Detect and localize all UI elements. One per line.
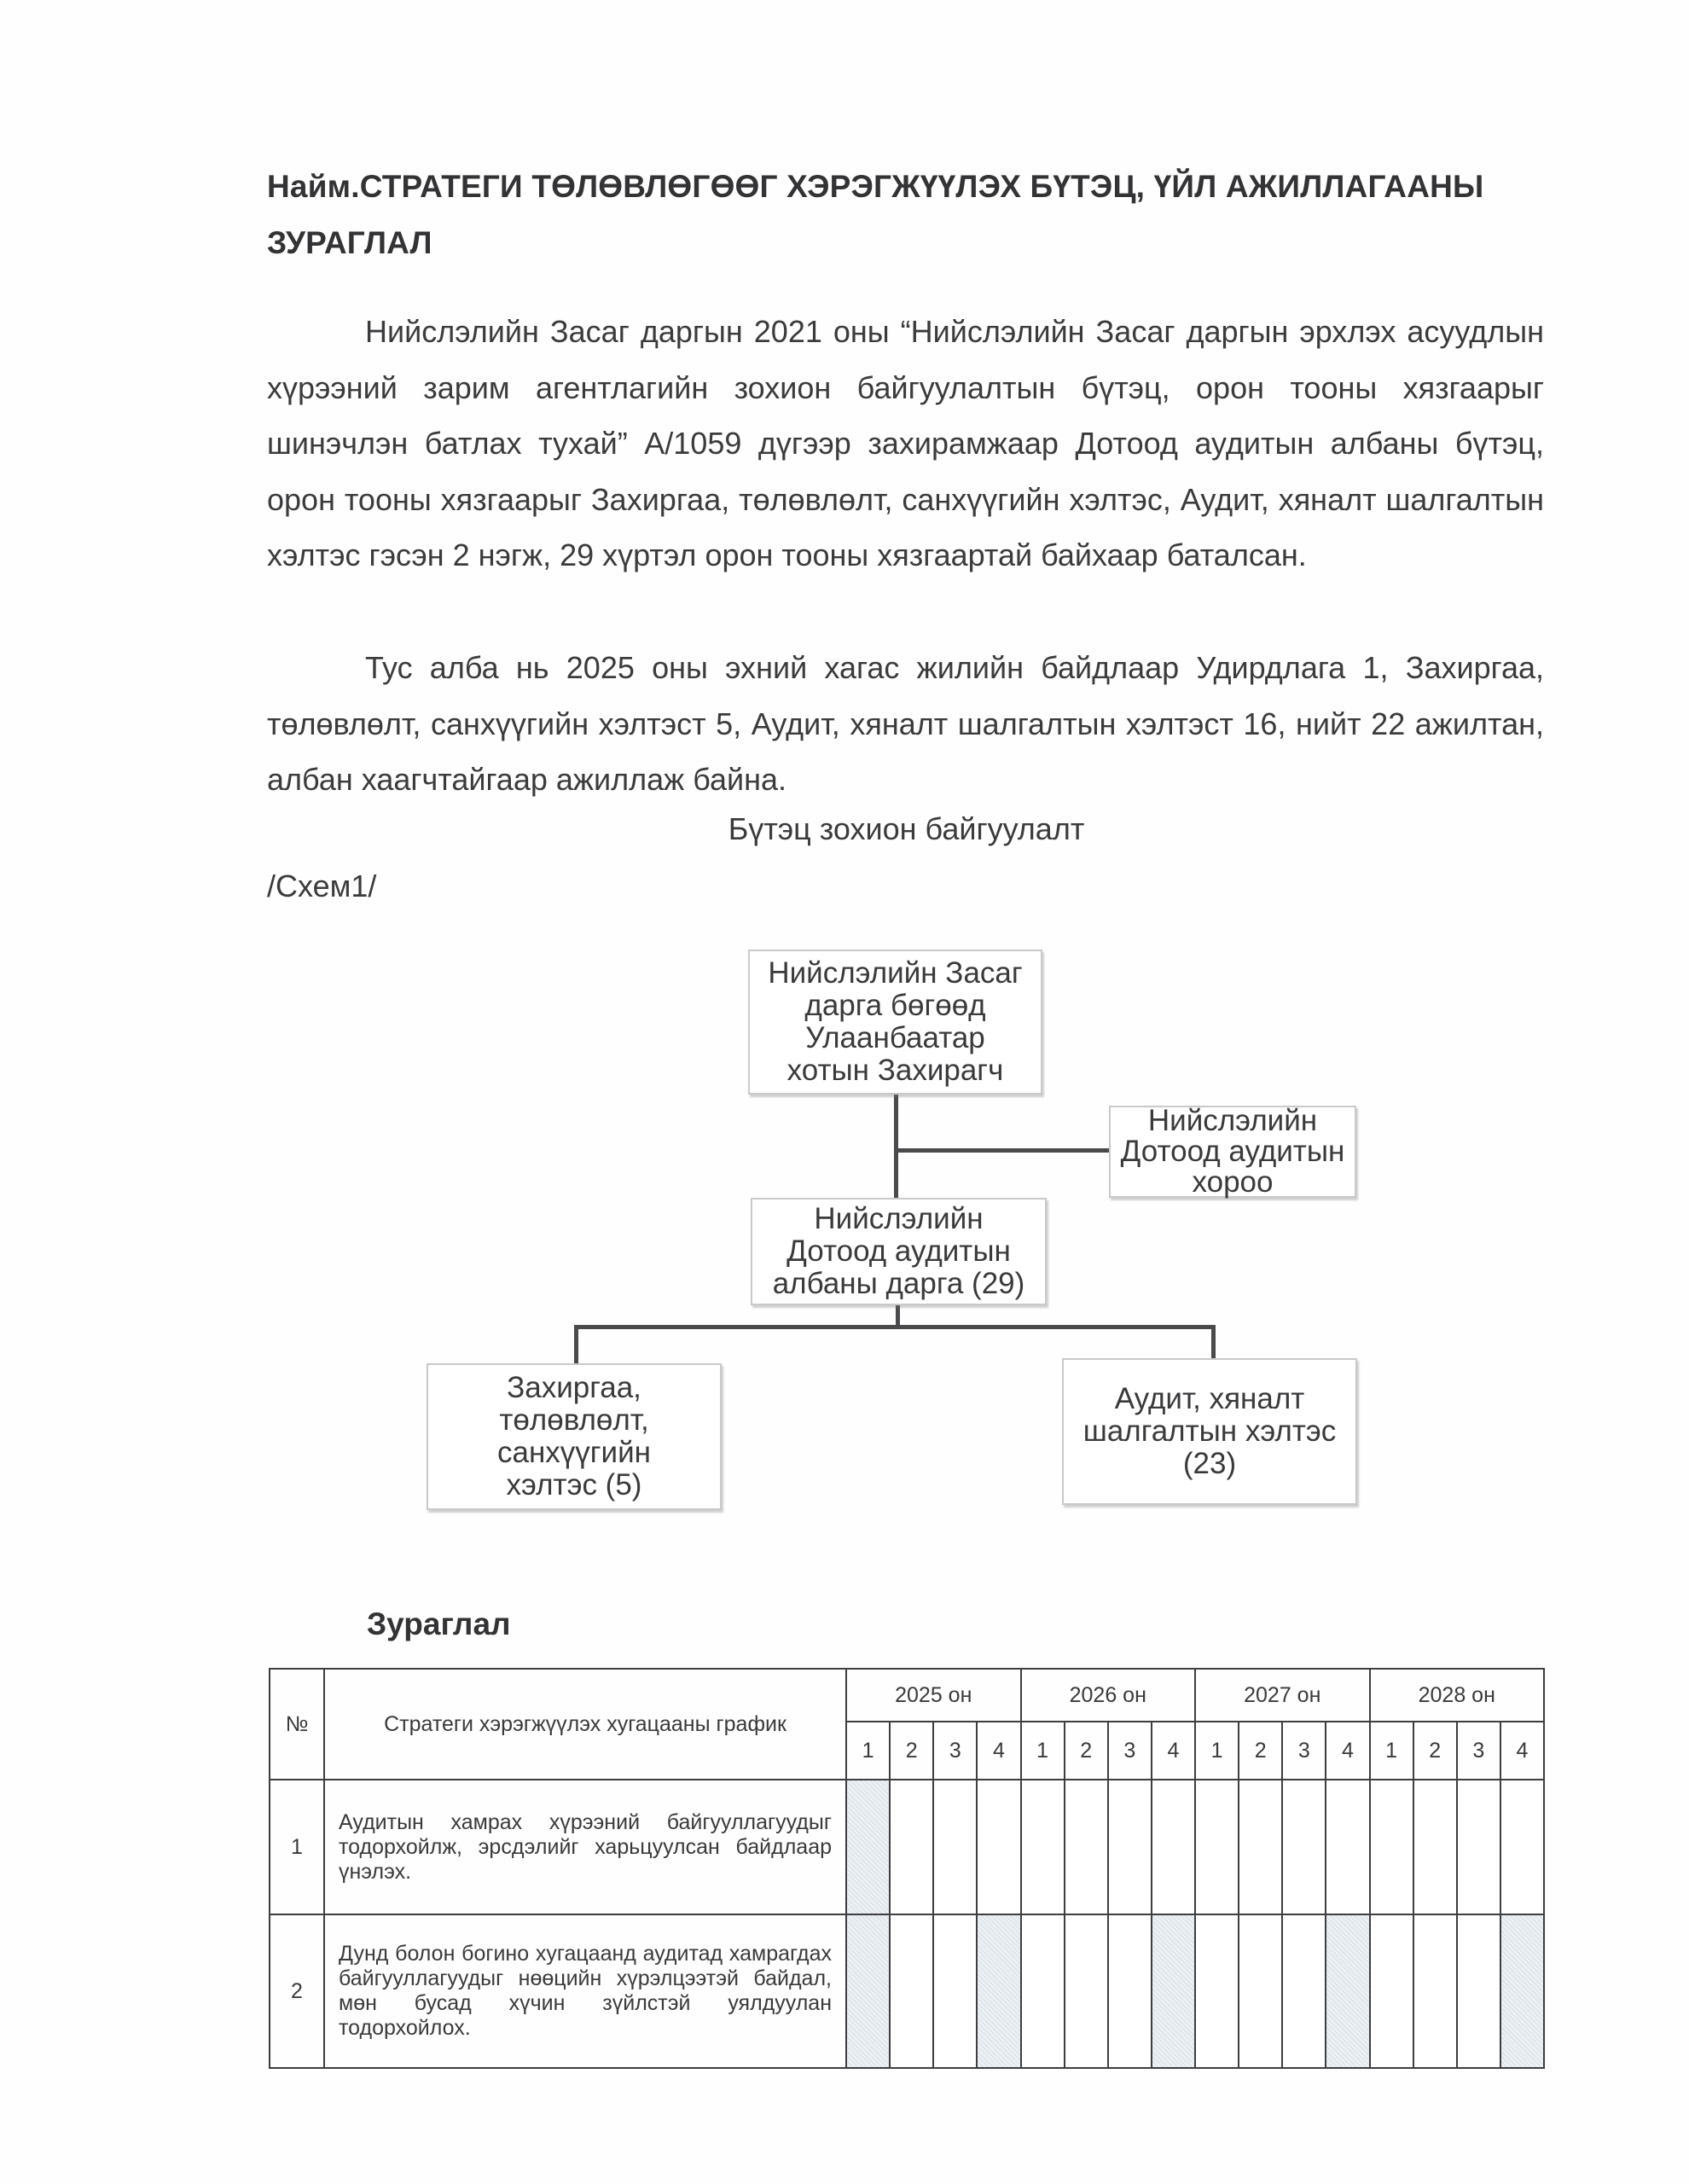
org-box-city-governor [748,950,1042,1095]
org-box-audit-committee-label: Нийслэлийн Дотоод аудитын хороо [1120,1104,1345,1199]
header-quarter: 1 [846,1722,890,1780]
timeline-cell-active [846,1780,890,1914]
header-quarter: 1 [1021,1722,1065,1780]
timeline-cell [1413,1780,1457,1914]
header-quarter: 4 [1500,1722,1544,1780]
timeline-cell [1021,1914,1065,2068]
timeline-cell [1413,1914,1457,2068]
timeline-cell [1065,1914,1108,2068]
header-quarter: 2 [1413,1722,1457,1780]
timeline-cell [1108,1914,1152,2068]
connector-top-to-middle [894,1095,898,1199]
paragraph-1-text: Нийслэлийн Засаг даргын 2021 оны “Нийслэлийн Засаг даргын эрхлэх асуудлын хүрээний зарим агентлагийн зохион байгуулалтын бүтэц, орон тооны хязгаарыг шинэчлэн батлах тухай” А/1059 дүгээр захирамжаар Дотоод аудитын албаны бүтэц, орон тооны хязгаарыг Захиргаа, төлөвлөлт, санхүүгийн хэлтэс, Аудит, хяналт шалгалтын хэлтэс гэсэн 2 нэгж, 29 хүртэл орон тооны хязгаартай байхаар баталсан. [267,314,1544,572]
org-box-admin-finance-dept [427,1363,722,1510]
implementation-schedule-table [269,1668,1545,2069]
header-quarter: 2 [890,1722,933,1780]
header-quarter: 4 [977,1722,1020,1780]
org-box-admin-finance-dept-label: Захиргаа, төлөвлөлт, санхүүгийн хэлтэс (5) [497,1371,651,1502]
timeline-cell [890,1780,933,1914]
timeline-cell [1457,1914,1500,2068]
timeline-cell [933,1780,977,1914]
header-year-2028: 2028 он [1370,1669,1545,1722]
connector-to-committee [896,1148,1111,1153]
heading-line-2: ЗУРАГЛАЛ [267,225,432,260]
header-quarter: 2 [1065,1722,1108,1780]
section-heading [267,159,1547,271]
header-quarter: 3 [933,1722,977,1780]
connector-horizontal-branch [574,1325,1216,1329]
paragraph-2-text: Тус алба нь 2025 оны эхний хагас жилийн байдлаар Удирдлага 1, Захиргаа, төлөвлөлт, санхүүгийн хэлтэст 5, Аудит, хяналт шалгалтын хэлтэст 16, нийт 22 ажилтан, албан хаагчтайгаар ажиллаж байна. [267,650,1544,797]
timeline-cell [890,1914,933,2068]
header-schedule-title: Стратеги хэрэгжүүлэх хугацааны график [324,1669,846,1780]
header-quarter: 3 [1108,1722,1152,1780]
header-number: № [270,1669,324,1780]
org-box-city-governor-label: Нийслэлийн Засаг дарга бөгөөд Улаанбаатар хотын Захирагч [768,956,1023,1087]
timeline-cell [1500,1780,1544,1914]
timeline-cell-active [977,1914,1020,2068]
timeline-cell [977,1780,1020,1914]
row-number: 2 [270,1914,324,2068]
header-quarter: 3 [1457,1722,1500,1780]
org-box-audit-office-head-label: Нийслэлийн Дотоод аудитын албаны дарга (29) [772,1202,1025,1300]
timeline-cell [1108,1780,1152,1914]
timeline-cell [1021,1780,1065,1914]
timeline-cell [933,1914,977,2068]
timeline-cell [1065,1780,1108,1914]
org-box-audit-office-head [751,1198,1047,1305]
timeline-cell [1152,1780,1195,1914]
timeline-cell-active [1152,1914,1195,2068]
timeline-cell-active [1500,1914,1544,2068]
timeline-cell-active [846,1914,890,2068]
plan-table-title: Зураглал [367,1606,511,1641]
org-box-audit-committee [1109,1106,1356,1198]
timeline-cell [1370,1914,1413,2068]
header-quarter: 2 [1239,1722,1282,1780]
timeline-cell [1195,1780,1239,1914]
timeline-cell [1239,1914,1282,2068]
timeline-cell-active [1326,1914,1369,2068]
row-task: Аудитын хамрах хүрээний байгууллагуудыг тодорхойлж, эрсдэлийг харьцуулсан байдлаар үнэлэх. [324,1780,846,1914]
header-year-2026: 2026 он [1021,1669,1196,1722]
header-quarter: 4 [1152,1722,1195,1780]
timeline-cell [1370,1780,1413,1914]
paragraph-1 [267,304,1544,584]
org-chart-caption: Бүтэц зохион байгуулалт [728,811,1085,846]
org-box-audit-inspection-dept [1062,1358,1357,1505]
timeline-cell [1239,1780,1282,1914]
schema-label: /Схем1/ [267,868,377,903]
header-quarter: 4 [1326,1722,1369,1780]
header-quarter: 3 [1282,1722,1326,1780]
table-row [270,1914,1544,2068]
heading-line-1: Найм.СТРАТЕГИ ТӨЛӨВЛӨГӨӨГ ХЭРЭГЖҮҮЛЭХ БҮТЭЦ, ҮЙЛ АЖИЛЛАГААНЫ [267,169,1484,204]
org-box-audit-inspection-dept-label: Аудит, хяналт шалгалтын хэлтэс (23) [1082,1382,1337,1480]
connector-to-left [574,1325,578,1364]
timeline-cell [1195,1914,1239,2068]
header-year-2025: 2025 он [846,1669,1021,1722]
connector-to-right [1211,1325,1216,1359]
timeline-cell [1282,1780,1326,1914]
row-number: 1 [270,1780,324,1914]
timeline-cell [1326,1780,1369,1914]
header-quarter: 1 [1370,1722,1413,1780]
header-quarter: 1 [1195,1722,1239,1780]
timeline-cell [1282,1914,1326,2068]
table-row [270,1780,1544,1914]
header-year-2027: 2027 он [1195,1669,1370,1722]
timeline-cell [1457,1780,1500,1914]
row-task: Дунд болон богино хугацаанд аудитад хамрагдах байгууллагуудыг нөөцийн хүрэлцээтэй байдал, мөн бусад хүчин зүйлстэй уялдуулан тодорхойлох. [324,1914,846,2068]
paragraph-2 [267,640,1544,808]
